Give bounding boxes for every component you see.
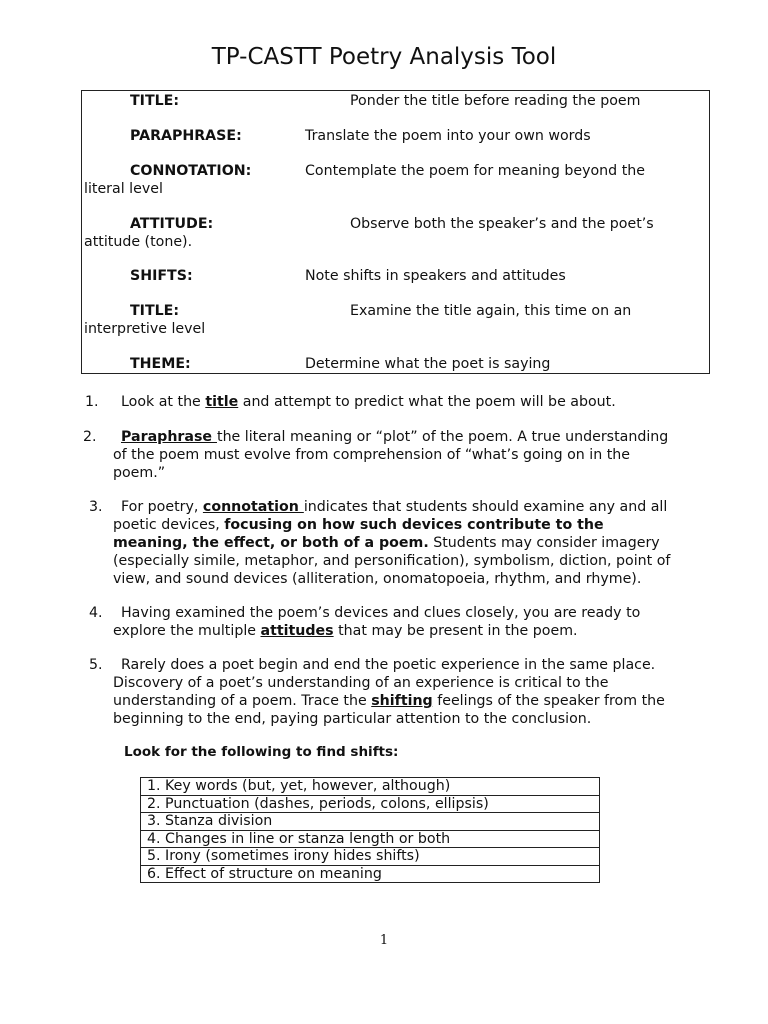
list-item-5-line: Rarely does a poet begin and end the poetic experience in the same place.: [121, 657, 656, 673]
table-row: [141, 813, 600, 831]
list-item-2-line: Paraphrase the literal meaning or “plot” of the poem. A true understanding: [121, 429, 669, 445]
table-cell: 2. Punctuation (dashes, periods, colons, ellipsis): [141, 795, 600, 813]
box-row-continuation: literal level: [84, 181, 163, 197]
list-item-5-line: beginning to the end, paying particular attention to the conclusion.: [113, 711, 592, 727]
box-row-label: CONNOTATION:: [130, 163, 252, 179]
box-row-text: Determine what the poet is saying: [305, 356, 551, 372]
list-item-3-line: (especially simile, metaphor, and personification), symbolism, diction, point of: [113, 553, 671, 569]
list-item-3-line: view, and sound devices (alliteration, onomatopoeia, rhythm, and rhyme).: [113, 571, 642, 587]
page-number: 1: [379, 933, 389, 948]
box-row-label: TITLE:: [130, 93, 180, 109]
list-item-number: 1.: [85, 394, 99, 410]
list-item-number: 4.: [89, 605, 103, 621]
list-item-5-line: Discovery of a poet’s understanding of an experience is critical to the: [113, 675, 609, 691]
box-row-text: Examine the title again, this time on an: [350, 303, 632, 319]
table-row: [141, 865, 600, 883]
list-item-1: Look at the title and attempt to predict what the poem will be about.: [121, 394, 616, 410]
keyword-connotation: connotation: [202, 499, 304, 515]
table-row: [141, 848, 600, 866]
box-row-text: Translate the poem into your own words: [305, 128, 591, 144]
table-cell: 1. Key words (but, yet, however, although): [141, 778, 600, 796]
table-row: [141, 830, 600, 848]
box-row-label: PARAPHRASE:: [130, 128, 242, 144]
shifts-heading: Look for the following to find shifts:: [124, 744, 399, 760]
box-row-text: Observe both the speaker’s and the poet’s: [350, 216, 654, 232]
box-row-label: THEME:: [130, 356, 191, 372]
list-item-4-line: Having examined the poem’s devices and clues closely, you are ready to: [121, 605, 641, 621]
box-row-text: Note shifts in speakers and attitudes: [305, 268, 566, 284]
box-row-continuation: attitude (tone).: [84, 234, 193, 250]
shifts-table: [140, 777, 600, 883]
table-cell: 6. Effect of structure on meaning: [141, 865, 600, 883]
keyword-shifting: shifting: [371, 693, 433, 709]
box-row-label: SHIFTS:: [130, 268, 193, 284]
keyword-paraphrase: Paraphrase: [121, 429, 217, 445]
box-row-label: ATTITUDE:: [130, 216, 214, 232]
keyword-attitudes: attitudes: [260, 623, 334, 639]
list-item-3-line: meaning, the effect, or both of a poem. Students may consider imagery: [113, 535, 660, 551]
list-item-2-line: poem.”: [113, 465, 166, 481]
table-row: [141, 795, 600, 813]
list-item-number: 2.: [83, 429, 97, 445]
box-row-label: TITLE:: [130, 303, 180, 319]
list-item-3-line: For poetry, connotation indicates that students should examine any and all: [121, 499, 668, 515]
list-item-4-line: explore the multiple attitudes that may be present in the poem.: [113, 623, 578, 639]
box-row-text: Ponder the title before reading the poem: [350, 93, 641, 109]
list-item-2-line: of the poem must evolve from comprehension of “what’s going on in the: [113, 447, 631, 463]
table-cell: 4. Changes in line or stanza length or both: [141, 830, 600, 848]
keyword-title: title: [205, 394, 239, 410]
table-row: [141, 778, 600, 796]
box-row-continuation: interpretive level: [84, 321, 206, 337]
box-row-text: Contemplate the poem for meaning beyond the: [305, 163, 645, 179]
table-cell: 3. Stanza division: [141, 813, 600, 831]
list-item-5-line: understanding of a poem. Trace the shifting feelings of the speaker from the: [113, 693, 665, 709]
page-title: TP-CASTT Poetry Analysis Tool: [211, 44, 557, 70]
list-item-3-line: poetic devices, focusing on how such devices contribute to the: [113, 517, 604, 533]
table-cell: 5. Irony (sometimes irony hides shifts): [141, 848, 600, 866]
list-item-number: 5.: [89, 657, 103, 673]
list-item-number: 3.: [89, 499, 103, 515]
